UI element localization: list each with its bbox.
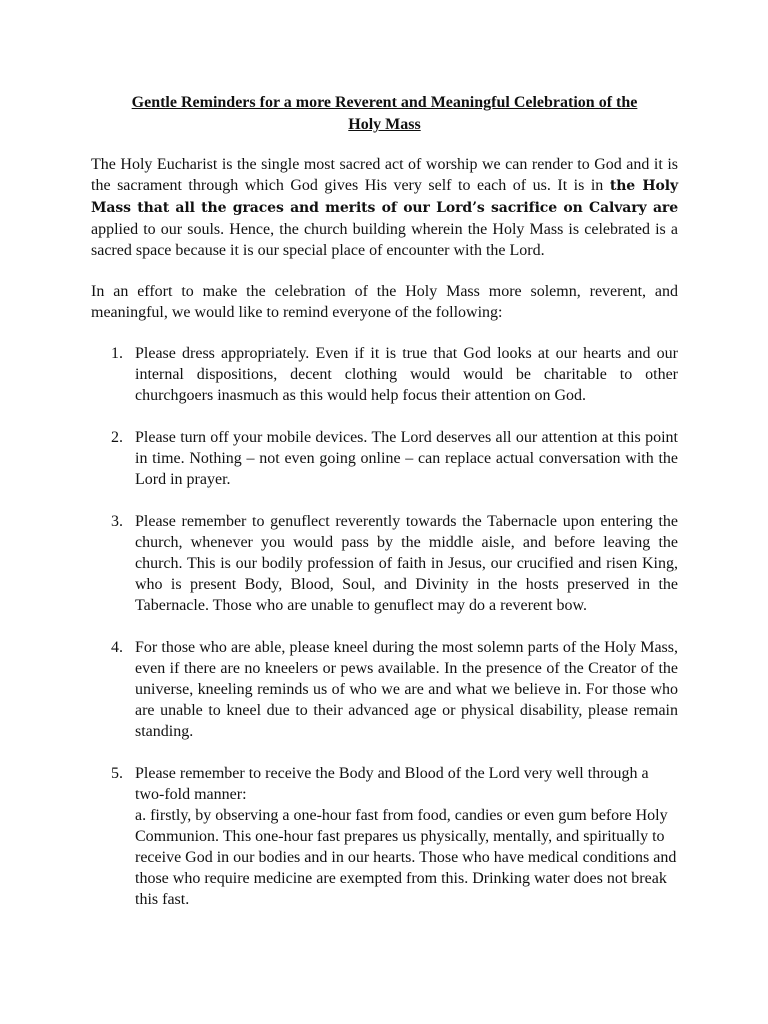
title-line-1: Gentle Reminders for a more Reverent and Meaningful Celebration of the (131, 94, 638, 111)
reminders-list (91, 343, 678, 910)
reminder-number: 5. (111, 765, 123, 782)
reminder-text: For those who are able, please kneel during the most solemn parts of the Holy Mass, even if there are no kneelers or pews available. In the presence of the Creator of the universe, kneeling reminds us of who we are and what we believe in. For those who are unable to kneel due to their advanced age or physical disability, please remain standing. (135, 639, 678, 740)
reminder-item-4 (91, 637, 678, 742)
reminder-subpoint-a: a. firstly, by observing a one-hour fast from food, candies or even gum before Holy Communion. This one-hour fast prepares us physically, mentally, and spiritually to receive God in our bodies and in our hearts. Those who have medical conditions and those who require medicine are exempted from this. Drinking water does not break this fast. (135, 807, 677, 908)
reminder-item-3 (91, 511, 678, 616)
reminder-item-5 (91, 763, 678, 910)
reminder-text: Please remember to genuflect reverently towards the Tabernacle upon entering the church, whenever you would pass by the middle aisle, and before leaving the church. This is our bodily profession of faith in Jesus, our crucified and risen King, who is present Body, Blood, Soul, and Divinity in the hosts preserved in the Tabernacle. Those who are unable to genuflect may do a reverent bow. (135, 513, 678, 614)
reminder-text: Please dress appropriately. Even if it is true that God looks at our hearts and our internal dispositions, decent clothing would would be charitable to other churchgoers inasmuch as this would help focus their attention on God. (135, 345, 678, 404)
reminder-number: 3. (111, 513, 123, 530)
document-page (91, 92, 678, 910)
title-line-2: Holy Mass (348, 116, 421, 133)
intro-text-1: The Holy Eucharist is the single most sacred act of worship we can render to God and it is the sacrament through which God gives His very self to each of us. It is in (91, 156, 678, 194)
reminder-item-2 (91, 427, 678, 490)
reminder-number: 4. (111, 639, 123, 656)
intro-text-2: applied to our souls. Hence, the church building wherein the Holy Mass is celebrated is a sacred space because it is our special place of encounter with the Lord. (91, 221, 678, 259)
reminder-number: 2. (111, 429, 123, 446)
reminder-item-1 (91, 343, 678, 406)
document-title (91, 92, 678, 136)
intro-paragraph (91, 154, 678, 261)
reminder-text: Please remember to receive the Body and Blood of the Lord very well through a two-fold manner: (135, 765, 649, 803)
intro-emphasis: the Holy Mass that all the graces and merits of our Lord’s sacrifice on Calvary are (91, 178, 678, 216)
reminder-text: Please turn off your mobile devices. The Lord deserves all our attention at this point in time. Nothing – not even going online – can replace actual conversation with the Lord in prayer. (135, 429, 678, 488)
lead-paragraph: In an effort to make the celebration of the Holy Mass more solemn, reverent, and meaningful, we would like to remind everyone of the following: (91, 283, 678, 321)
reminder-number: 1. (111, 345, 123, 362)
